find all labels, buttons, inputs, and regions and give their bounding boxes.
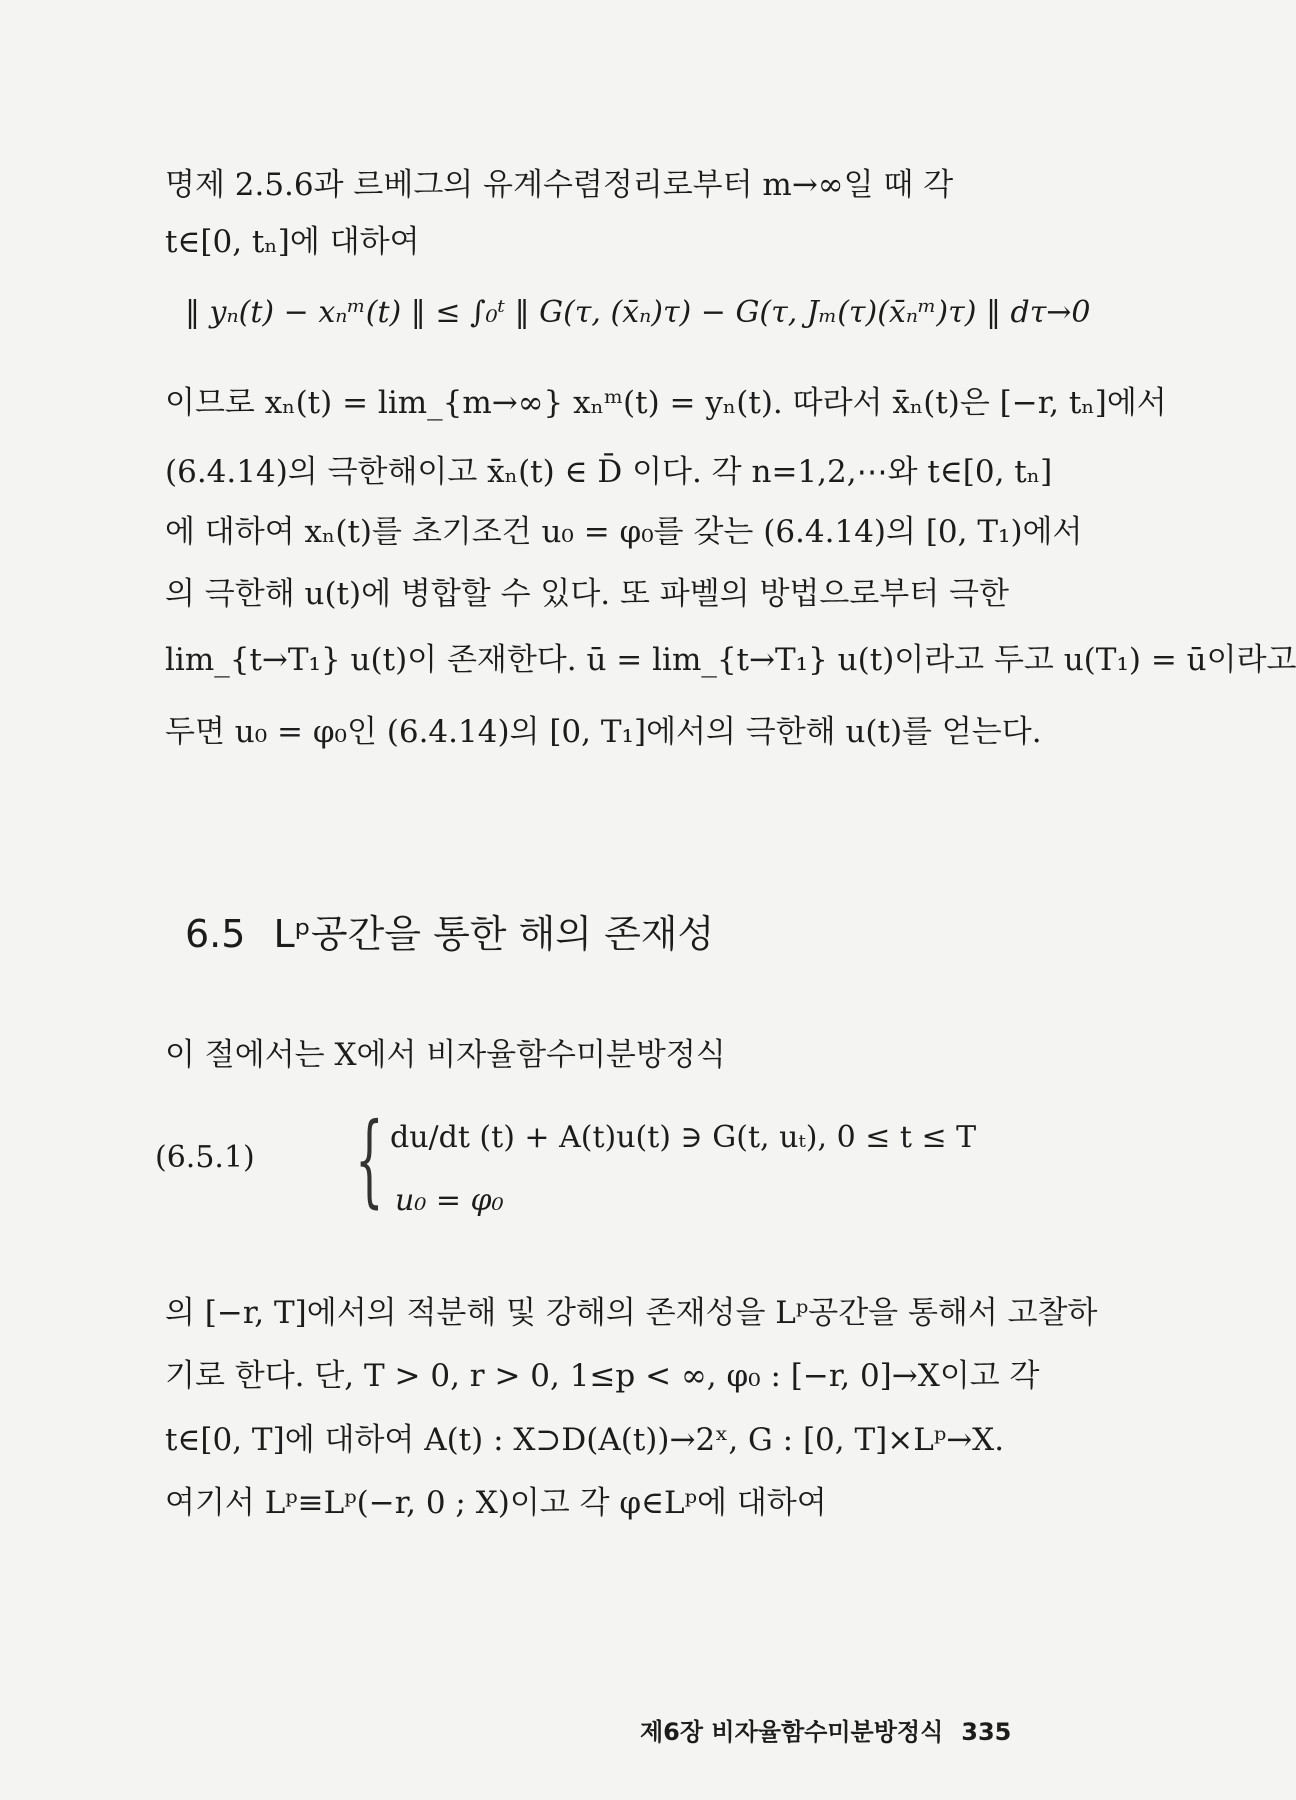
equation-case-2: u₀ = φ₀: [395, 1183, 504, 1218]
text-line-6: 의 극한해 u(t)에 병합할 수 있다. 또 파벨의 방법으로부터 극한: [165, 576, 1009, 612]
left-brace: {: [355, 1101, 384, 1218]
equation-label: (6.5.1): [155, 1140, 255, 1175]
page-number: 335: [961, 1718, 1012, 1746]
equation-norm-bound: ‖ yₙ(t) − xₙᵐ(t) ‖ ≤ ∫₀ᵗ ‖ G(τ, (x̄ₙ)τ) − G(τ, Jₘ(τ)(x̄ₙᵐ)τ) ‖ dτ→0: [185, 295, 1091, 330]
text-line-7: lim_{t→T₁} u(t)이 존재한다. ū = lim_{t→T₁} u(t)이라고 두고 u(T₁) = ū이라고: [165, 642, 1296, 678]
text-line-5: 에 대하여 xₙ(t)를 초기조건 u₀ = φ₀를 갖는 (6.4.14)의 [0, T₁)에서: [165, 514, 1083, 550]
text-line-12: 여기서 Lᵖ≡Lᵖ(−r, 0 ; X)이고 각 φ∈Lᵖ에 대하여: [165, 1485, 827, 1521]
section-number: 6.5: [185, 912, 246, 956]
footer-chapter: 제6장 비자율함수미분방정식: [640, 1718, 944, 1746]
text-line-9: 의 [−r, T]에서의 적분해 및 강해의 존재성을 Lᵖ공간을 통해서 고찰하: [165, 1295, 1098, 1331]
text-line-4: (6.4.14)의 극한해이고 x̄ₙ(t) ∈ D̄ 이다. 각 n=1,2,⋯와 t∈[0, tₙ]: [165, 454, 1053, 490]
intro-line: 이 절에서는 X에서 비자율함수미분방정식: [165, 1037, 726, 1073]
text-line-10: 기로 한다. 단, T > 0, r > 0, 1≤p < ∞, φ₀ : [−r, 0]→X이고 각: [165, 1358, 1040, 1394]
section-heading: [185, 910, 714, 958]
text-line-8: 두면 u₀ = φ₀인 (6.4.14)의 [0, T₁]에서의 극한해 u(t)를 얻는다.: [165, 714, 1042, 750]
section-title: Lᵖ공간을 통한 해의 존재성: [273, 912, 715, 956]
page-footer: [640, 1712, 1011, 1747]
equation-case-1: du/dt (t) + A(t)u(t) ∋ G(t, uₜ), 0 ≤ t ≤ T: [390, 1120, 977, 1155]
text-line-2: t∈[0, tₙ]에 대하여: [165, 224, 420, 260]
text-line-11: t∈[0, T]에 대하여 A(t) : X⊃D(A(t))→2ˣ, G : [0, T]×Lᵖ→X.: [165, 1422, 1005, 1458]
text-line-1: 명제 2.5.6과 르베그의 유계수렴정리로부터 m→∞일 때 각: [165, 167, 954, 203]
text-line-3: 이므로 xₙ(t) = lim_{m→∞} xₙᵐ(t) = yₙ(t). 따라서 x̄ₙ(t)은 [−r, tₙ]에서: [165, 385, 1167, 421]
